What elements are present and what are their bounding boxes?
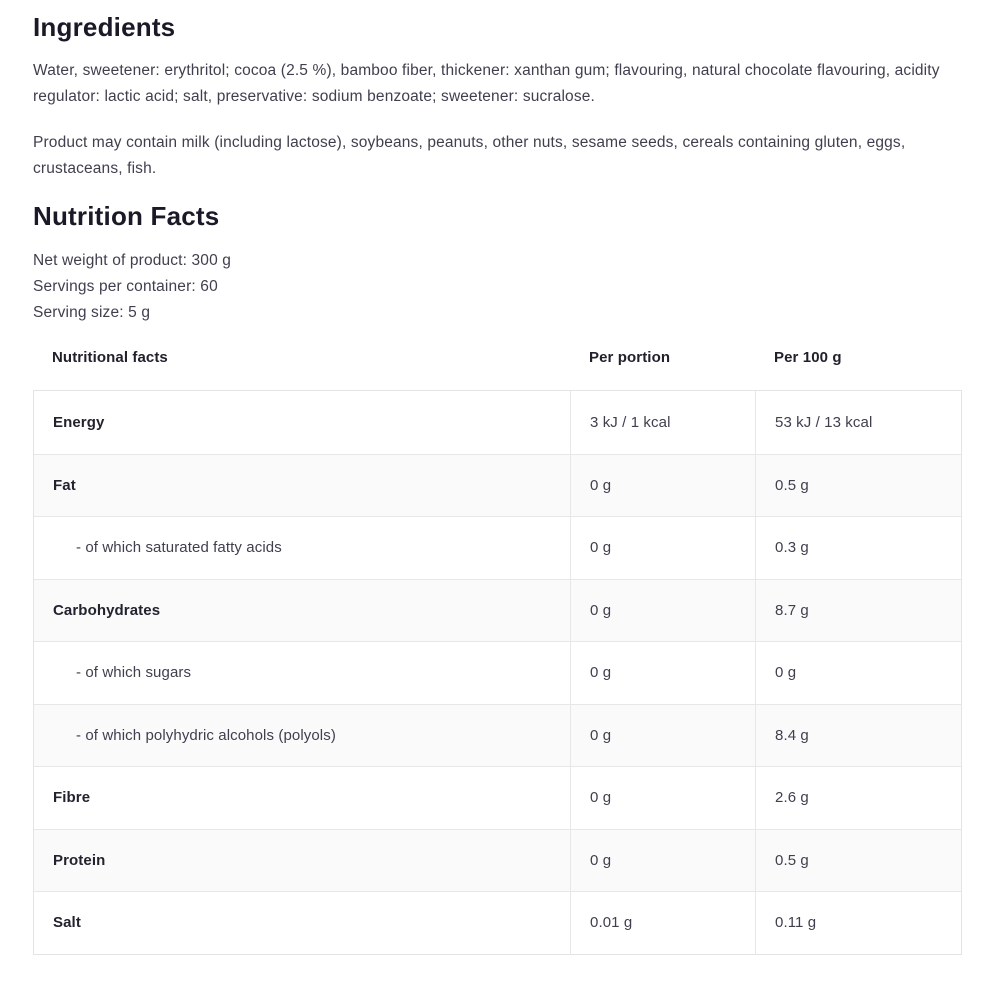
allergen-text: Product may contain milk (including lactose), soybeans, peanuts, other nuts, sesame seeds, cereals containing gluten, eggs, crustaceans, fish. [33, 134, 906, 177]
nutrient-name-cell: - of which sugars [76, 664, 192, 682]
col-header-per-portion: Per portion [589, 348, 671, 366]
table-row-fat [34, 454, 961, 517]
per-portion-cell: 0 g [570, 767, 755, 829]
nutrient-name-cell: - of which saturated fatty acids [76, 539, 282, 557]
per-100g-cell: 0 g [755, 642, 961, 704]
per-100g-cell: 8.7 g [755, 580, 961, 642]
per-100g-cell: 53 kJ / 13 kcal [755, 391, 961, 454]
per-portion-cell: 0 g [570, 830, 755, 892]
table-row-energy [34, 391, 961, 454]
serving-info [33, 248, 962, 326]
table-row-carbohydrates [34, 579, 961, 642]
per-portion-cell: 0 g [570, 642, 755, 704]
net-weight-line: Net weight of product: 300 g [33, 252, 232, 269]
table-row-sugars [34, 641, 961, 704]
per-portion-cell: 0.01 g [570, 892, 755, 954]
ingredients-text: Water, sweetener: erythritol; cocoa (2.5 %), bamboo fiber, thickener: xanthan gum; flavouring, natural chocolate flavouring, acidity regulator: lactic acid; salt, preservative: sodium benzoate; sweetener: sucralose. [33, 62, 940, 105]
serving-size-line: Serving size: 5 g [33, 304, 151, 321]
per-portion-cell: 0 g [570, 705, 755, 767]
per-100g-cell: 0.5 g [755, 455, 961, 517]
nutrient-name-cell: Fat [53, 476, 76, 494]
ingredients-section [33, 10, 962, 182]
servings-per-container-line: Servings per container: 60 [33, 278, 218, 295]
table-row-saturated-fatty-acids [34, 516, 961, 579]
nutrient-name-cell: Protein [53, 851, 106, 869]
nutrition-table [33, 390, 962, 955]
nutrient-name-cell: - of which polyhydric alcohols (polyols) [76, 726, 336, 744]
per-100g-cell: 8.4 g [755, 705, 961, 767]
nutrition-table-header [33, 344, 962, 370]
col-header-nutritional-facts: Nutritional facts [52, 348, 168, 366]
table-row-salt [34, 891, 961, 954]
per-portion-cell: 0 g [570, 517, 755, 579]
ingredients-title: Ingredients [33, 12, 176, 42]
table-row-protein [34, 829, 961, 892]
nutrient-name-cell: Carbohydrates [53, 601, 161, 619]
per-100g-cell: 0.3 g [755, 517, 961, 579]
nutrition-facts-title: Nutrition Facts [33, 201, 220, 231]
per-portion-cell: 0 g [570, 455, 755, 517]
per-100g-cell: 0.5 g [755, 830, 961, 892]
per-portion-cell: 3 kJ / 1 kcal [570, 391, 755, 454]
per-portion-cell: 0 g [570, 580, 755, 642]
per-100g-cell: 2.6 g [755, 767, 961, 829]
nutrient-name-cell: Salt [53, 914, 81, 932]
nutrient-name-cell: Energy [53, 413, 105, 431]
table-row-polyols [34, 704, 961, 767]
col-header-per-100g: Per 100 g [774, 348, 842, 366]
per-100g-cell: 0.11 g [755, 892, 961, 954]
nutrient-name-cell: Fibre [53, 789, 91, 807]
table-row-fibre [34, 766, 961, 829]
nutrition-section [33, 199, 962, 955]
